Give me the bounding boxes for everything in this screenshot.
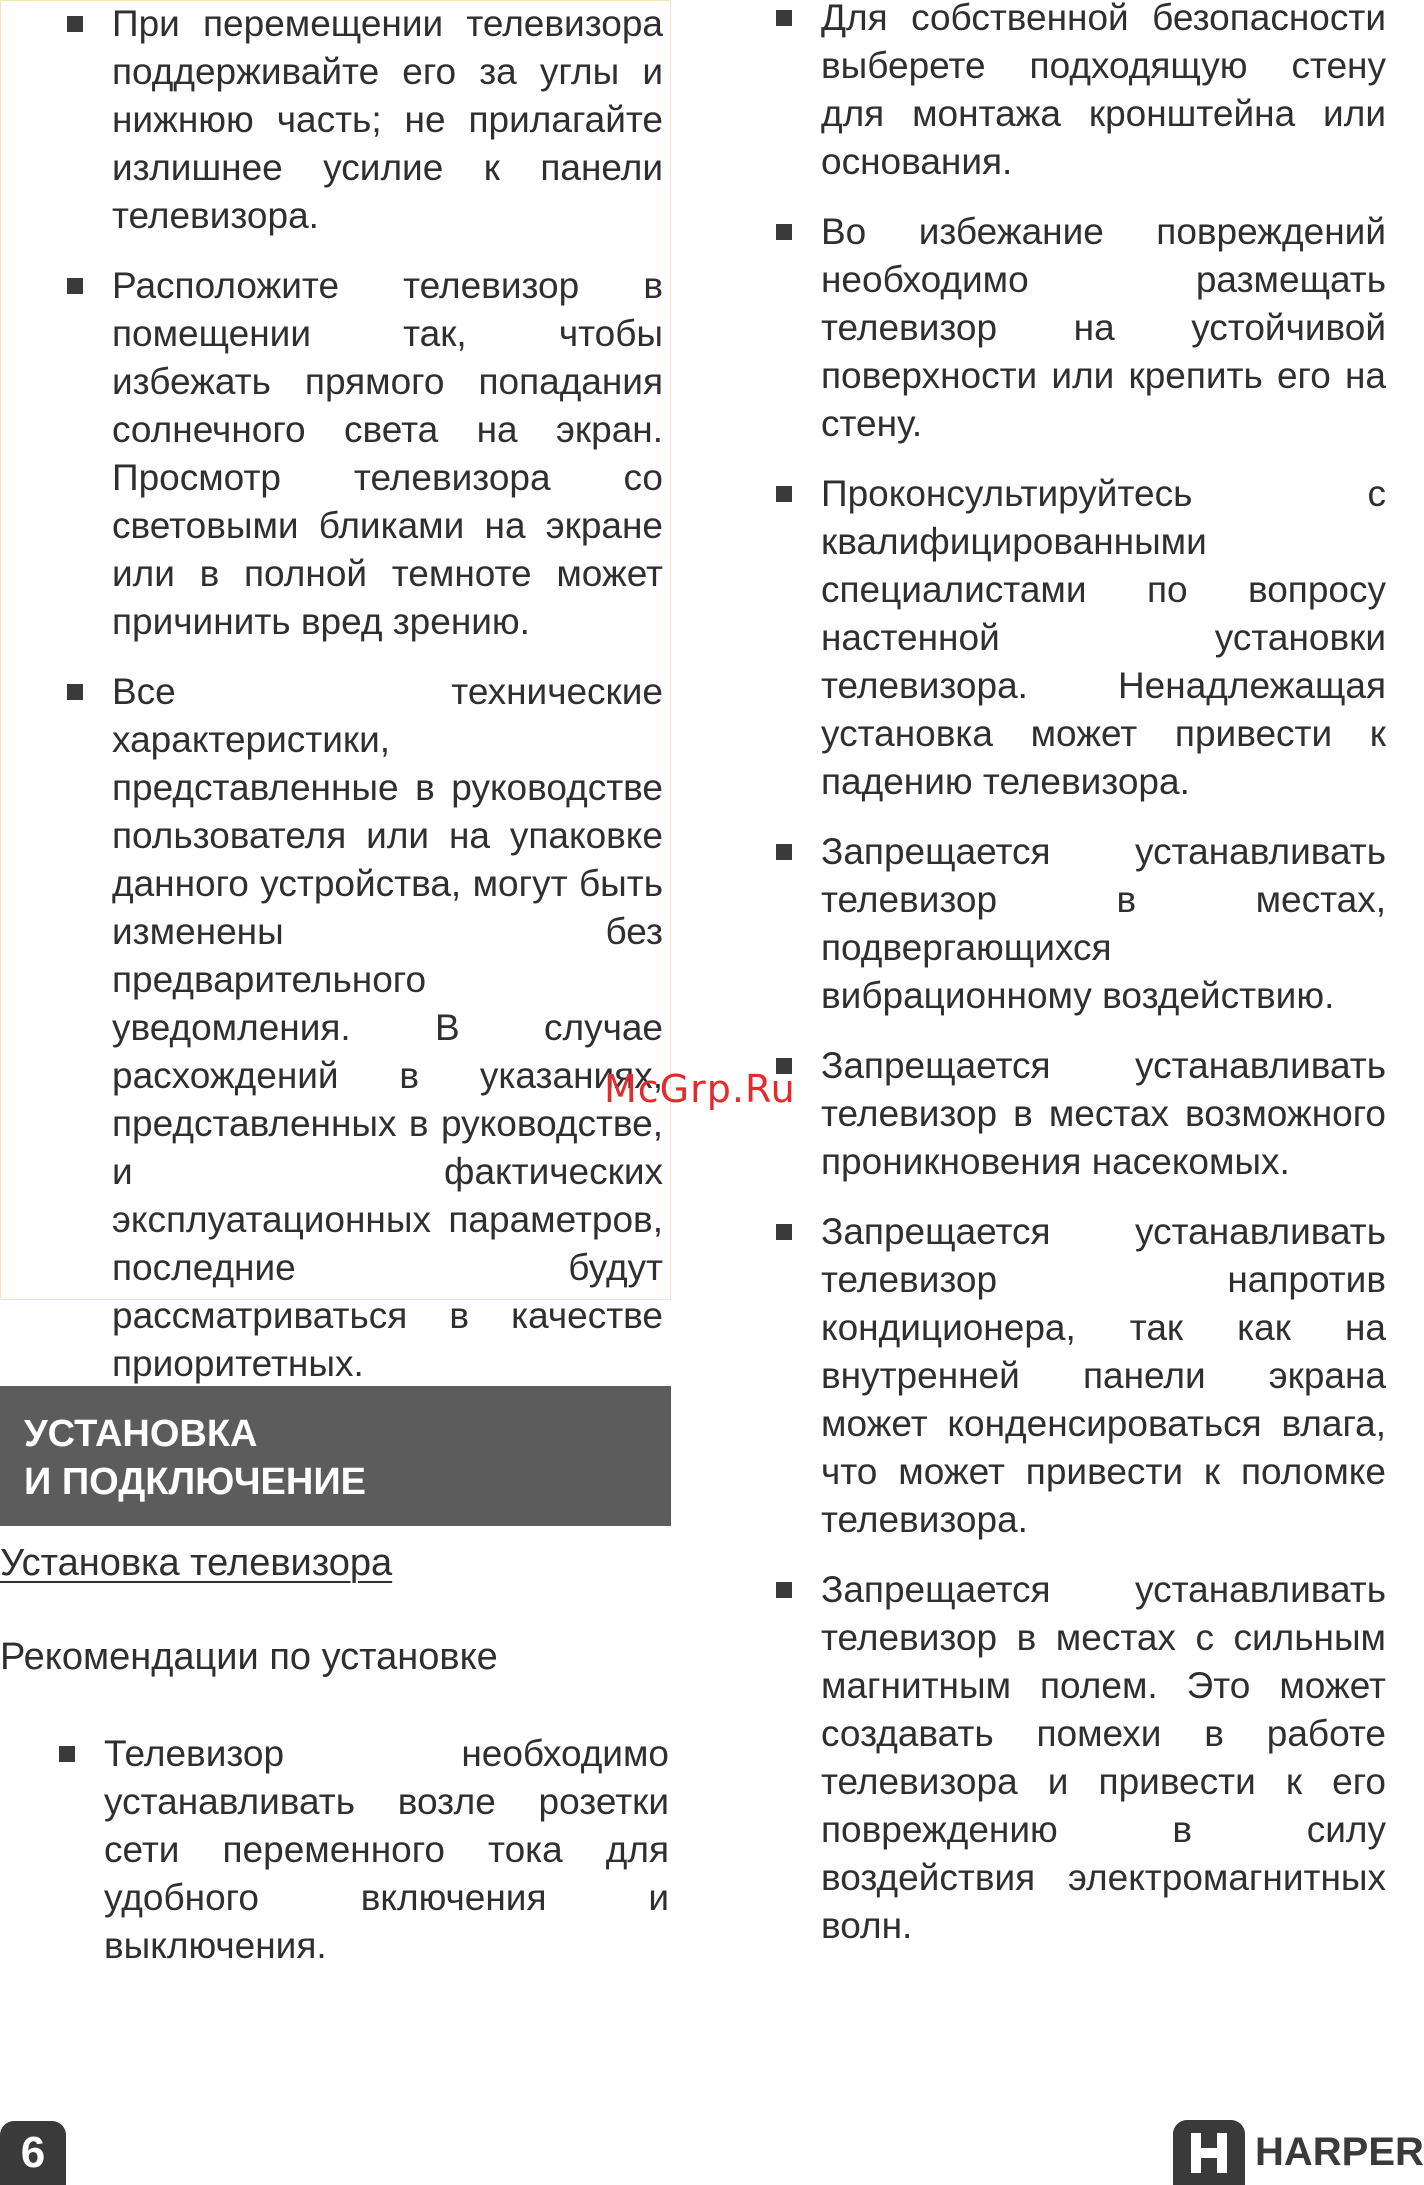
left-bullet-list [67, 0, 663, 1388]
section-title-line2: И ПОДКЛЮЧЕНИЕ [24, 1461, 366, 1503]
right-bullet-list [776, 0, 1386, 1950]
list-item-text: Запрещается устанавливать телевизор в местах возможного проникновения насекомых. [821, 1045, 1386, 1182]
list-item-text: Для собственной безопасности выберете подходящую стену для монтажа кронштейна или основания. [821, 0, 1386, 182]
bullet-square-icon [67, 278, 83, 294]
list-item [59, 1730, 669, 1970]
left-column [67, 0, 663, 1410]
list-item [776, 470, 1386, 806]
list-item [776, 1042, 1386, 1186]
right-column [776, 0, 1386, 1972]
list-item [67, 668, 663, 1388]
list-item [67, 262, 663, 646]
bullet-square-icon [67, 684, 83, 700]
section-list-container [59, 1730, 669, 1992]
brand-h-icon [1173, 2120, 1245, 2185]
bullet-square-icon [59, 1746, 75, 1762]
list-item-text: Запрещается устанавливать телевизор в местах с сильным магнитным полем. Это может создавать помехи в работе телевизора и привести к его повреждению в силу воздействия электромагнитных волн. [821, 1569, 1386, 1946]
subheading: Установка телевизора [0, 1542, 393, 1584]
brand-logo [1173, 2120, 1424, 2185]
list-item-text: При перемещении телевизора поддерживайте его за углы и нижнюю часть; не прилагайте излишнее усилие к панели телевизора. [112, 3, 663, 236]
bullet-square-icon [776, 10, 792, 26]
list-item-text: Запрещается устанавливать телевизор в местах, подвергающихся вибрационному воздействию. [821, 831, 1386, 1016]
list-item [776, 1208, 1386, 1544]
brand-name: HARPER [1255, 2130, 1424, 2174]
list-item-text: Проконсультируйтесь с квалифицированными специалистами по вопросу настенной установки телевизора. Ненадлежащая установка может привести к падению телевизора. [821, 473, 1386, 802]
bullet-square-icon [776, 844, 792, 860]
list-item [67, 0, 663, 240]
list-item [776, 828, 1386, 1020]
bullet-square-icon [776, 1224, 792, 1240]
list-item-text: Расположите телевизор в помещении так, чтобы избежать прямого попадания солнечного света на экран. Просмотр телевизора со световыми бликами на экране или в полной темноте может причинить вред зрению. [112, 265, 663, 642]
page-number: 6 [0, 2121, 66, 2185]
bullet-square-icon [776, 1582, 792, 1598]
list-item-text: Телевизор необходимо устанавливать возле розетки сети переменного тока для удобного включения и выключения. [104, 1733, 669, 1966]
subheading-recommendations: Рекомендации по установке [0, 1636, 498, 1678]
section-header [0, 1386, 671, 1526]
watermark: McGrp.Ru [604, 1067, 796, 1111]
list-item-text: Все технические характеристики, представленные в руководстве пользователя или на упаковке данного устройства, могут быть изменены без предварительного уведомления. В случае расхождений в указаниях, представленных в руководстве, и фактических эксплуатационных параметров, последние будут рассматриваться в качестве приоритетных. [112, 671, 663, 1384]
section-title-line1: УСТАНОВКА [24, 1413, 258, 1455]
list-item [776, 1566, 1386, 1950]
bullet-square-icon [67, 16, 83, 32]
section-bullet-list [59, 1730, 669, 1970]
bullet-square-icon [776, 224, 792, 240]
list-item [776, 0, 1386, 186]
list-item-text: Во избежание повреждений необходимо размещать телевизор на устойчивой поверхности или крепить его на стену. [821, 211, 1386, 444]
bullet-square-icon [776, 486, 792, 502]
brand-h-glyph [1187, 2129, 1231, 2177]
list-item-text: Запрещается устанавливать телевизор напротив кондиционера, так как на внутренней панели экрана может конденсироваться влага, что может привести к поломке телевизора. [821, 1211, 1386, 1540]
list-item [776, 208, 1386, 448]
